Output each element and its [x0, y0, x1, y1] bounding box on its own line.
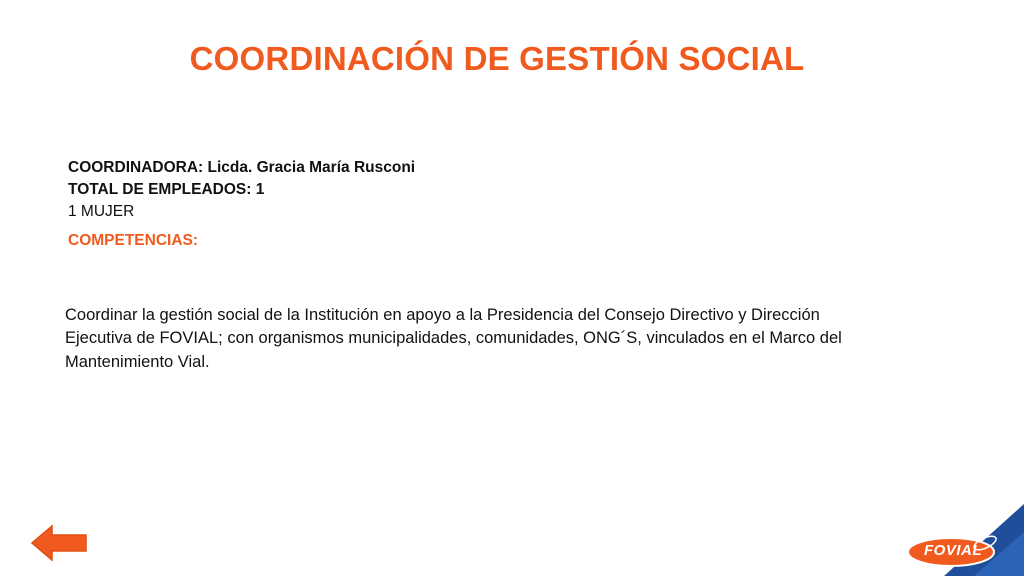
fovial-logo-text: FOVIAL — [924, 542, 982, 559]
mujeres-line: 1 MUJER — [68, 203, 135, 220]
slide-title: COORDINACIÓN DE GESTIÓN SOCIAL — [189, 40, 805, 77]
left-arrow-icon — [30, 523, 88, 563]
total-empleados-line: TOTAL DE EMPLEADOS: 1 — [68, 181, 265, 198]
coordinadora-line: COORDINADORA: Licda. Gracia María Rusconi — [68, 159, 416, 176]
info-block — [68, 157, 568, 223]
competencias-heading: COMPETENCIAS: — [68, 232, 199, 249]
back-button[interactable] — [30, 523, 88, 563]
competencias-description: Coordinar la gestión social de la Institución en apoyo a la Presidencia del Consejo Directivo y Dirección Ejecutiva de FOVIAL; con organismos municipalidades, comunidades, ONG´S, vinculados en el Marco del Mantenimiento Vial. — [65, 305, 842, 371]
